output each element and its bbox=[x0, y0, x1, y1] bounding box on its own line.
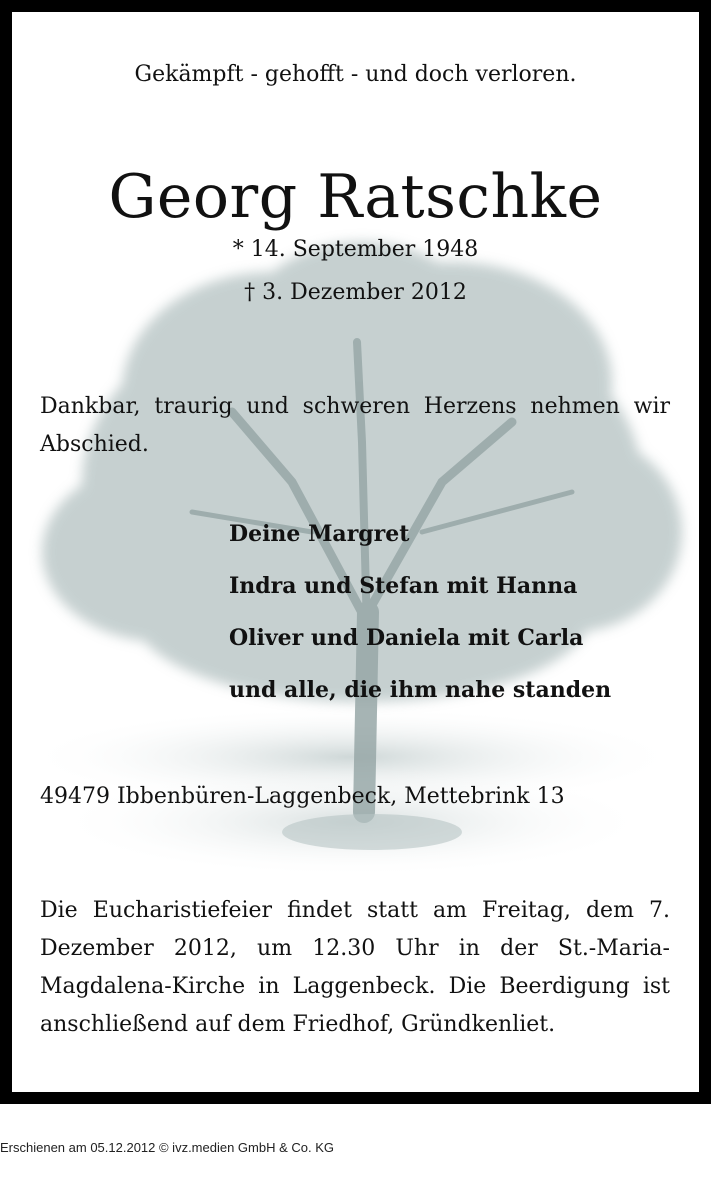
mourner-item: Oliver und Daniela mit Carla bbox=[229, 625, 584, 651]
motto-line: Gekämpft - gehofft - und doch verloren. bbox=[134, 62, 577, 87]
deceased-name: Georg Ratschke bbox=[108, 162, 603, 232]
mourner-item: und alle, die ihm nahe standen bbox=[229, 677, 612, 703]
family-address: 49479 Ibbenbüren-Laggenbeck, Mettebrink 13 bbox=[40, 784, 565, 809]
death-date: † 3. Dezember 2012 bbox=[244, 280, 467, 305]
farewell-text: Dankbar, traurig und schweren Herzens nehmen wir Abschied. bbox=[40, 394, 670, 457]
mourner-item: Deine Margret bbox=[229, 521, 410, 547]
publication-credit: Erschienen am 05.12.2012 © ivz.medien GmbH & Co. KG bbox=[0, 1140, 335, 1155]
birth-date: * 14. September 1948 bbox=[232, 237, 479, 262]
mourner-item: Indra und Stefan mit Hanna bbox=[229, 573, 578, 599]
service-details: Die Eucharistiefeier findet statt am Freitag, dem 7. Dezember 2012, um 12.30 Uhr in der St.-Maria-Magdalena-Kirche in Laggenbeck. Die Beerdigung ist anschließend auf dem Friedhof, Gründkenliet. bbox=[40, 898, 670, 1037]
mourners-list bbox=[229, 508, 611, 716]
